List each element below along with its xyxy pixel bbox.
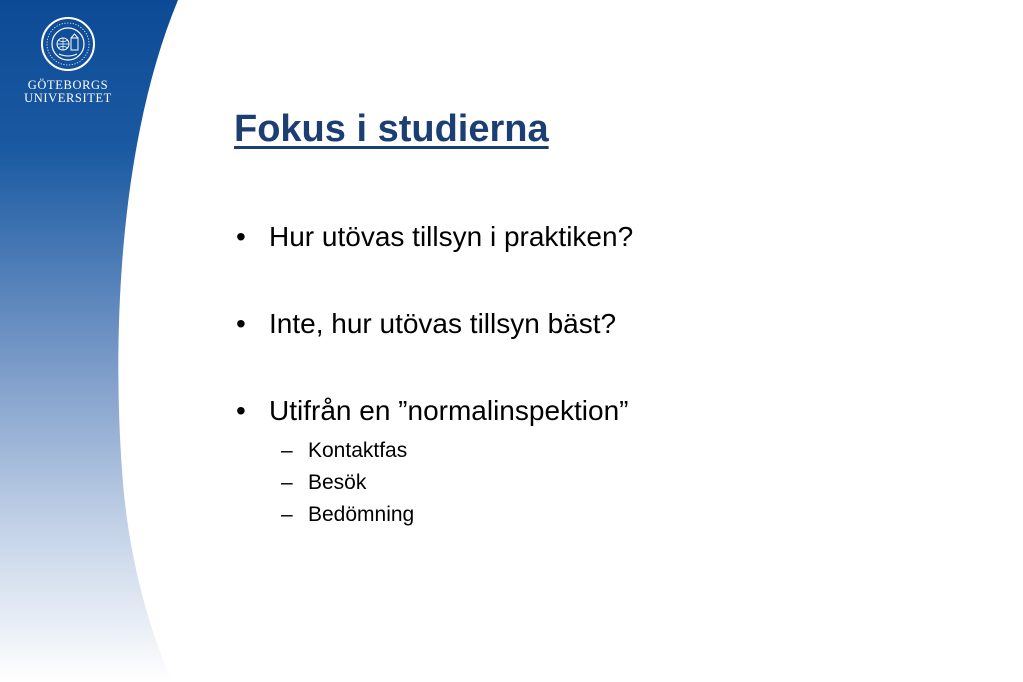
bullet-text: Inte, hur utövas tillsyn bäst?	[269, 308, 617, 339]
sub-bullet-mark: –	[281, 439, 293, 462]
wordmark-line-2: UNIVERSITET	[24, 91, 112, 105]
bullet-text: Hur utövas tillsyn i praktiken?	[269, 221, 634, 252]
sub-bullet-text: Besök	[308, 471, 367, 494]
sub-bullet-item	[236, 499, 956, 531]
sub-bullet-item	[236, 467, 956, 499]
bullet-item	[236, 394, 956, 428]
bullet-mark: •	[236, 221, 246, 252]
university-wordmark	[18, 79, 118, 105]
bullet-item	[236, 307, 956, 341]
bullet-item	[236, 220, 956, 254]
sub-bullet-item	[236, 435, 956, 467]
sub-bullet-text: Kontaktfas	[308, 439, 408, 462]
university-logo	[18, 16, 118, 105]
bullet-text: Utifrån en ”normalinspektion”	[269, 395, 629, 426]
bullet-mark: •	[236, 395, 246, 426]
sub-bullet-text: Bedömning	[308, 503, 415, 526]
sub-bullet-mark: –	[281, 503, 293, 526]
university-seal-icon	[40, 16, 96, 72]
sub-bullet-mark: –	[281, 471, 293, 494]
slide-title: Fokus i studierna	[234, 108, 549, 150]
sub-bullet-list	[236, 435, 956, 531]
bullet-mark: •	[236, 308, 246, 339]
wordmark-line-1: GÖTEBORGS	[27, 78, 109, 92]
bullet-list	[236, 220, 956, 531]
